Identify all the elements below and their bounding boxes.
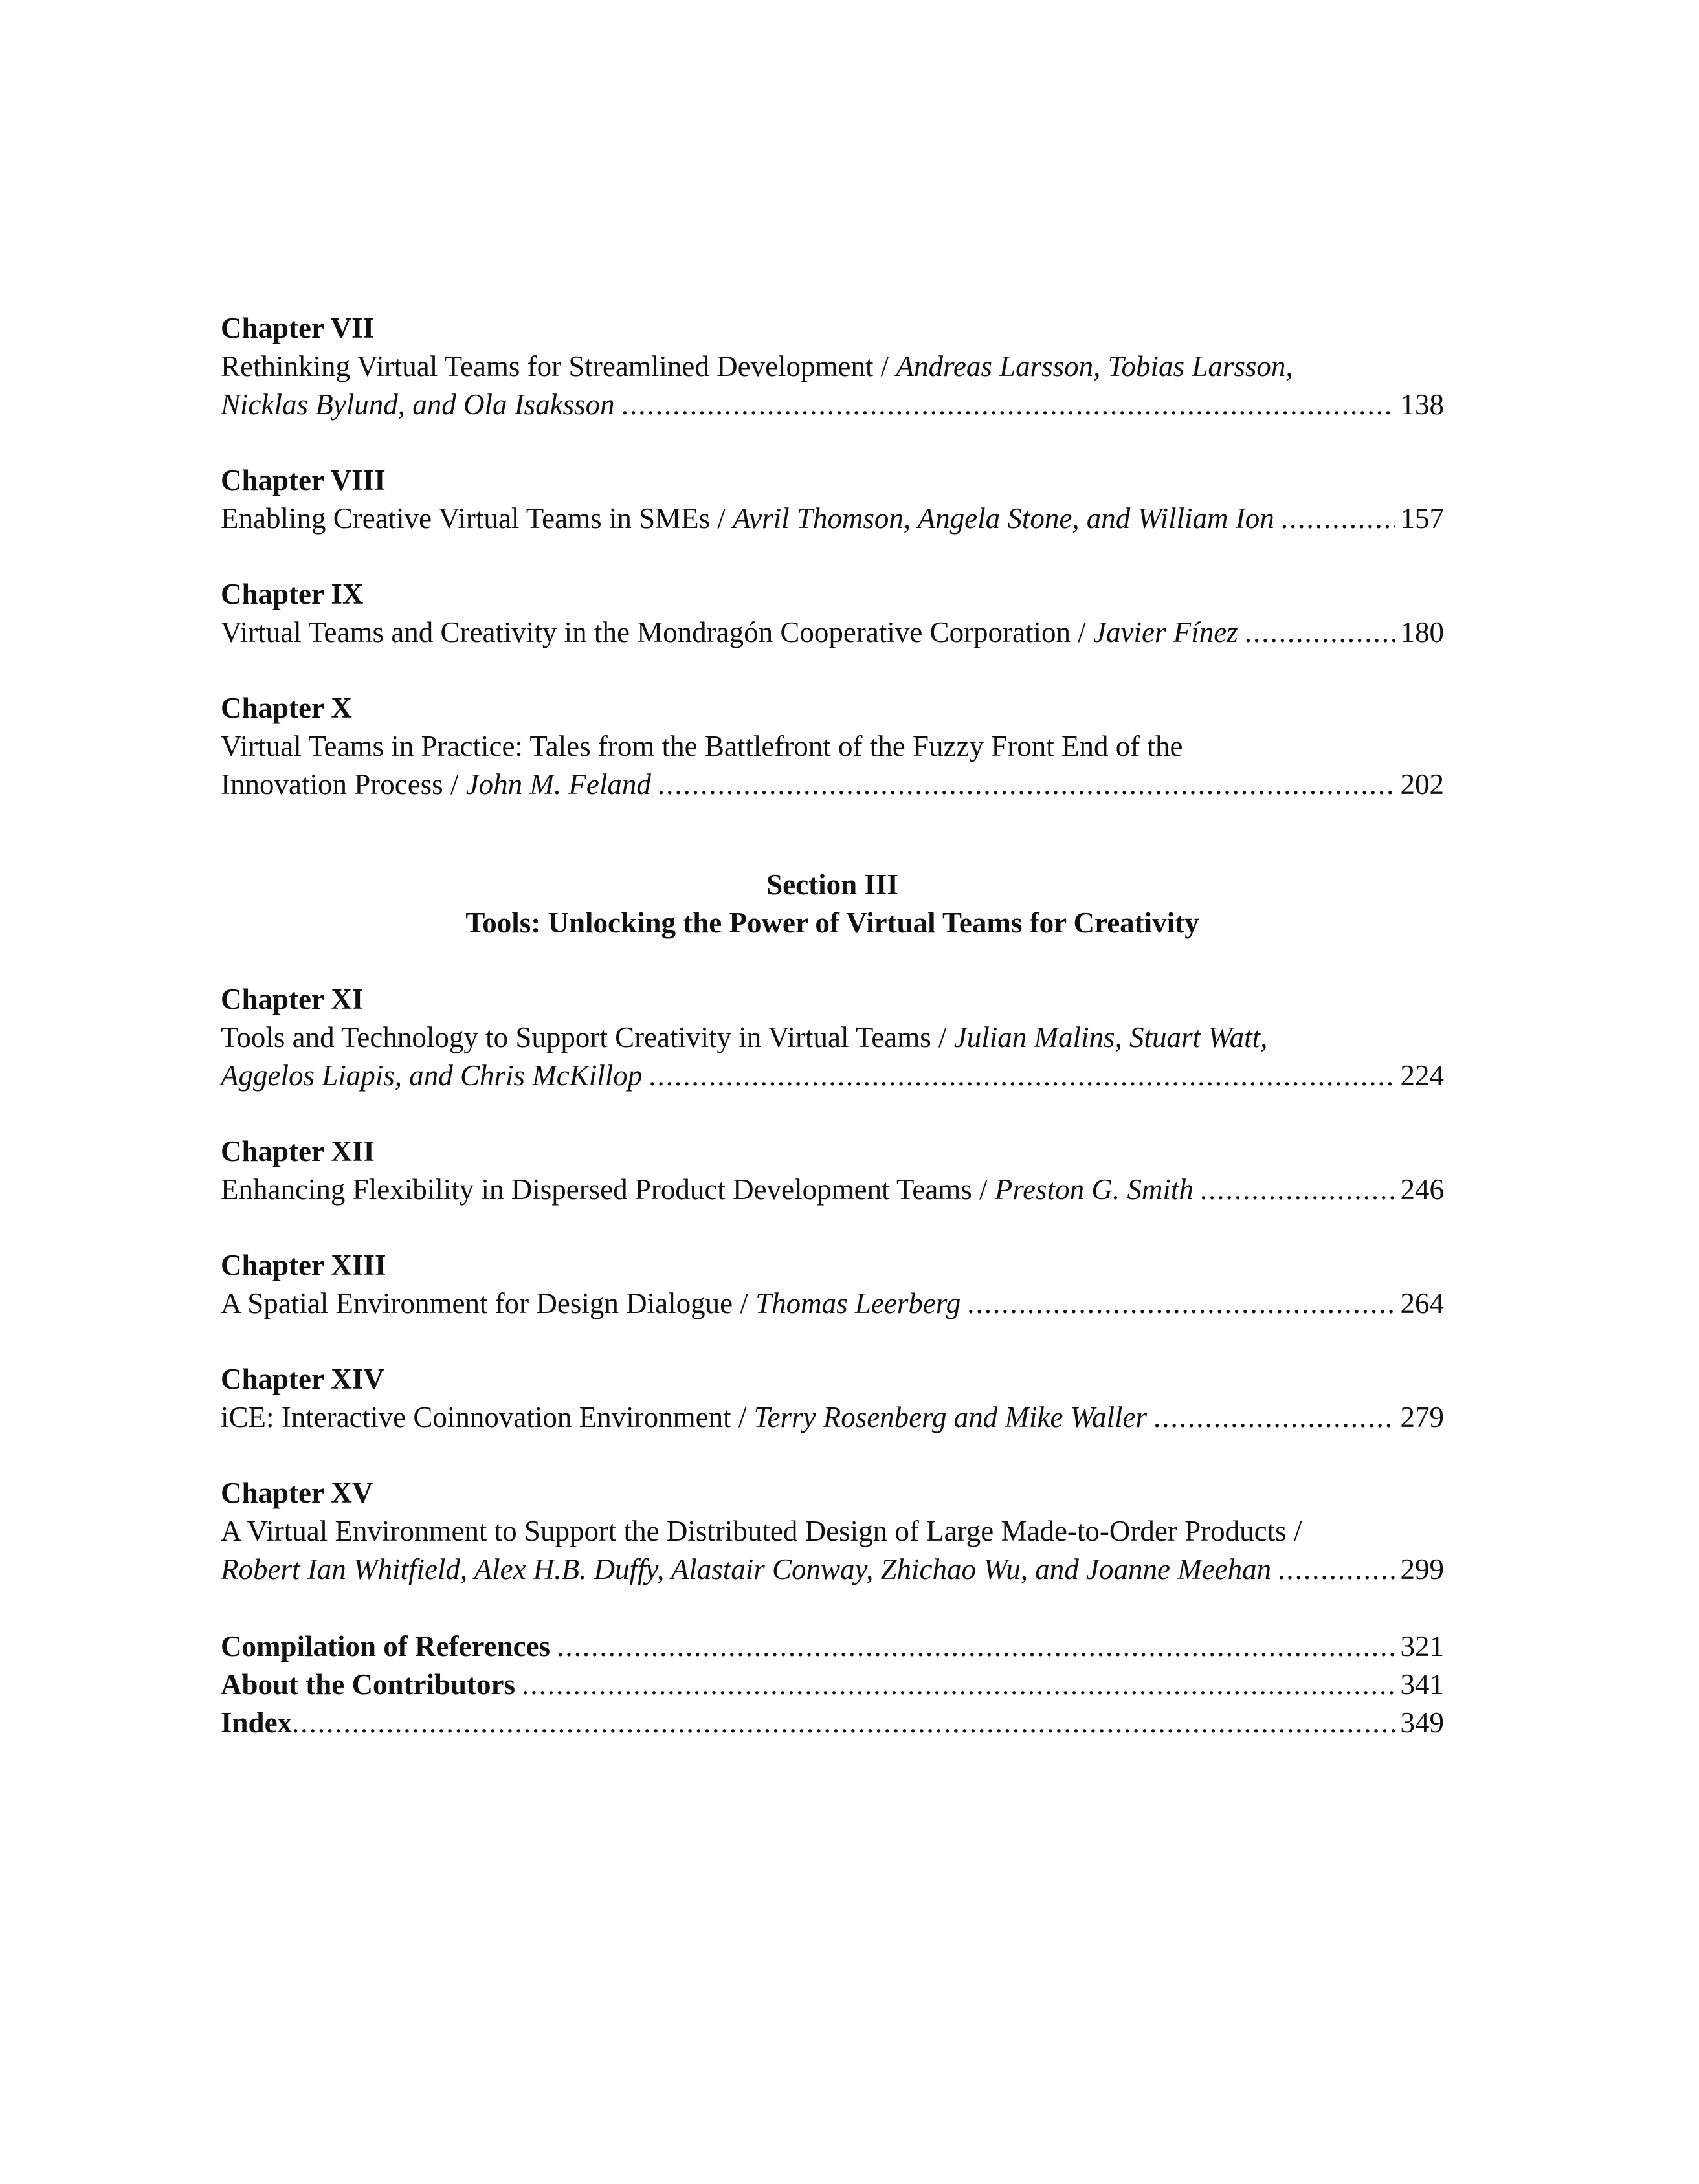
chapter-authors: Terry Rosenberg and Mike Waller [753,1401,1148,1433]
chapter-title: Tools and Technology to Support Creativity in Virtual Teams / [221,1021,954,1053]
chapter-title-line [221,347,1444,386]
chapter-leader-line [221,1398,1444,1437]
chapter-leader-line [221,1057,1444,1095]
chapter-leader-line [221,1550,1444,1589]
chapter-title: Virtual Teams in Practice: Tales from the Battlefront of the Fuzzy Front End of the [221,730,1183,762]
toc-entry-chapter-11 [221,980,1444,1095]
page-number: 157 [1400,502,1444,535]
chapter-title-and-authors [221,1171,1200,1209]
chapter-heading: Chapter XIII [221,1249,386,1281]
toc-entry-chapter-14 [221,1360,1444,1437]
page-number: 349 [1400,1706,1444,1739]
chapter-leader-line [221,1285,1444,1323]
dot-leader [522,1666,1395,1704]
chapter-heading: Chapter X [221,692,352,724]
page-number: 321 [1400,1630,1444,1662]
chapter-heading: Chapter VIII [221,464,386,496]
page-number: 246 [1400,1173,1444,1206]
toc-entry-index [221,1704,1444,1742]
toc-entry-chapter-13 [221,1246,1444,1323]
chapter-authors: Robert Ian Whitfield, Alex H.B. Duffy, Alastair Conway, Zhichao Wu, and Joanne Meehan [221,1553,1272,1585]
dot-leader [649,1057,1395,1095]
chapter-title: A Spatial Environment for Design Dialogue / [221,1287,756,1319]
chapter-authors: Avril Thomson, Angela Stone, and William Ion [733,502,1274,535]
page-number: 341 [1400,1668,1444,1701]
chapter-leader-line [221,500,1444,538]
page-number: 299 [1400,1553,1444,1585]
chapter-heading: Chapter VII [221,312,375,344]
dot-leader [1200,1171,1395,1209]
chapter-title: A Virtual Environment to Support the Distributed Design of Large Made-to-Order Products / [221,1515,1302,1547]
page-number: 279 [1400,1401,1444,1433]
page-number: 202 [1400,768,1444,800]
chapter-title-and-authors [221,613,1245,652]
dot-leader [1245,613,1395,652]
dot-leader [557,1627,1395,1666]
chapter-heading: Chapter XII [221,1135,375,1167]
chapter-authors: Andreas Larsson, Tobias Larsson, [896,350,1293,382]
chapter-authors: John M. Feland [465,768,651,800]
chapter-heading: Chapter IX [221,578,364,610]
section-title: Tools: Unlocking the Power of Virtual Teams for Creativity [465,907,1199,939]
chapter-title: iCE: Interactive Coinnovation Environment / [221,1401,754,1433]
chapter-heading: Chapter XI [221,983,364,1015]
table-of-contents [221,309,1444,1742]
toc-entry-chapter-9 [221,575,1444,652]
section-label: Section III [766,868,898,901]
chapter-leader-line [221,386,1444,424]
chapter-title: Innovation Process / [221,768,466,800]
chapter-leader-line [221,766,1444,804]
toc-entry-chapter-15 [221,1474,1444,1589]
page-number: 138 [1400,388,1444,421]
chapter-title-and-authors [221,766,658,804]
chapter-authors: Julian Malins, Stuart Watt, [953,1021,1268,1053]
toc-entry-contributors [221,1666,1444,1704]
toc-entry-chapter-12 [221,1132,1444,1209]
chapter-authors: Nicklas Bylund, and Ola Isaksson [221,388,615,421]
toc-entry-chapter-8 [221,461,1444,538]
toc-entry-references [221,1627,1444,1666]
back-matter-label: Compilation of References [221,1630,551,1662]
chapter-title-line [221,1019,1444,1057]
dot-leader [621,386,1395,424]
dot-leader [658,766,1395,804]
chapter-authors: Thomas Leerberg [755,1287,961,1319]
chapter-title-and-authors [221,1285,967,1323]
chapter-title: Enabling Creative Virtual Teams in SMEs / [221,502,733,535]
chapter-title: Rethinking Virtual Teams for Streamlined Development / [221,350,896,382]
chapter-authors: Aggelos Liapis, and Chris McKillop [221,1059,643,1092]
back-matter-label: Index [221,1706,293,1739]
chapter-title: Enhancing Flexibility in Dispersed Product Development Teams / [221,1173,995,1206]
chapter-title-and-authors [221,500,1281,538]
section-heading [221,866,1444,942]
dot-leader [1153,1398,1395,1437]
chapter-title: Virtual Teams and Creativity in the Mondragón Cooperative Corporation / [221,616,1094,648]
page-number: 224 [1400,1059,1444,1092]
back-matter-label: About the Contributors [221,1668,516,1701]
chapter-authors: Preston G. Smith [994,1173,1194,1206]
chapter-leader-line [221,1171,1444,1209]
chapter-title-and-authors [221,1398,1153,1437]
dot-leader [292,1704,1395,1742]
back-matter-list [221,1627,1444,1742]
dot-leader [1281,500,1395,538]
toc-entry-chapter-10 [221,689,1444,804]
chapter-leader-line [221,613,1444,652]
dot-leader [1278,1550,1395,1589]
page-number: 180 [1400,616,1444,648]
chapter-heading: Chapter XV [221,1477,373,1509]
page-number: 264 [1400,1287,1444,1319]
chapter-authors: Javier Fínez [1093,616,1238,648]
toc-entry-chapter-7 [221,309,1444,424]
dot-leader [967,1285,1395,1323]
chapter-heading: Chapter XIV [221,1363,384,1395]
